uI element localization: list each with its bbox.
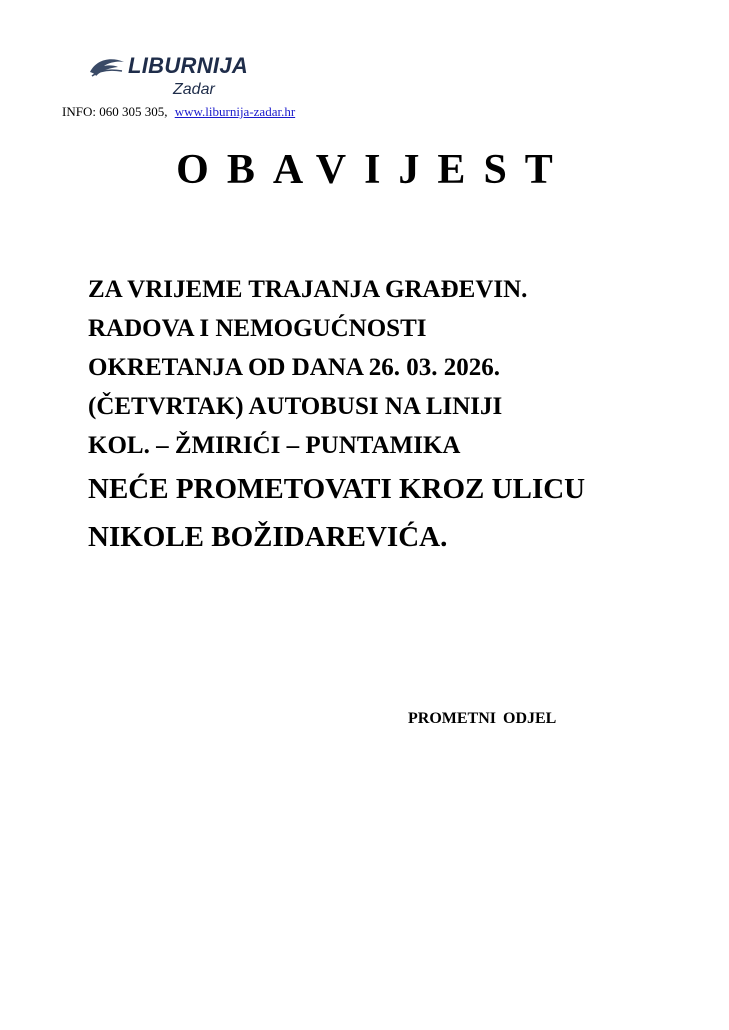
notice-body	[88, 270, 688, 561]
page-title: OBAVIJEST	[176, 147, 571, 193]
notice-line-6-start: NEĆE PROMETOVATI KROZ	[88, 473, 492, 505]
notice-line-3: OKRETANJA OD DANA 26. 03. 2026.	[88, 354, 501, 381]
logo-name: LIBURNIJA	[128, 53, 249, 78]
logo-subtitle: Zadar	[173, 81, 215, 98]
company-logo	[88, 52, 258, 104]
notice-line-6-end: ULICU	[491, 473, 586, 505]
notice-line-4: (ČETVRTAK) AUTOBUSI NA LINIJI	[88, 393, 503, 420]
info-line	[62, 104, 295, 120]
notice-line-2: RADOVA I NEMOGUĆNOSTI	[88, 315, 427, 342]
signature: PROMETNI ODJEL	[408, 710, 557, 727]
dolphin-icon	[88, 52, 130, 82]
website-link[interactable]: www.liburnija-zadar.hr	[174, 104, 296, 119]
notice-line-7: NIKOLE BOŽIDAREVIĆA.	[88, 521, 448, 553]
notice-line-1: ZA VRIJEME TRAJANJA GRAĐEVIN.	[88, 276, 528, 303]
info-phone: INFO: 060 305 305,	[62, 104, 168, 119]
notice-line-6	[88, 465, 688, 513]
notice-line-5: KOL. – ŽMIRIĆI – PUNTAMIKA	[88, 432, 461, 459]
